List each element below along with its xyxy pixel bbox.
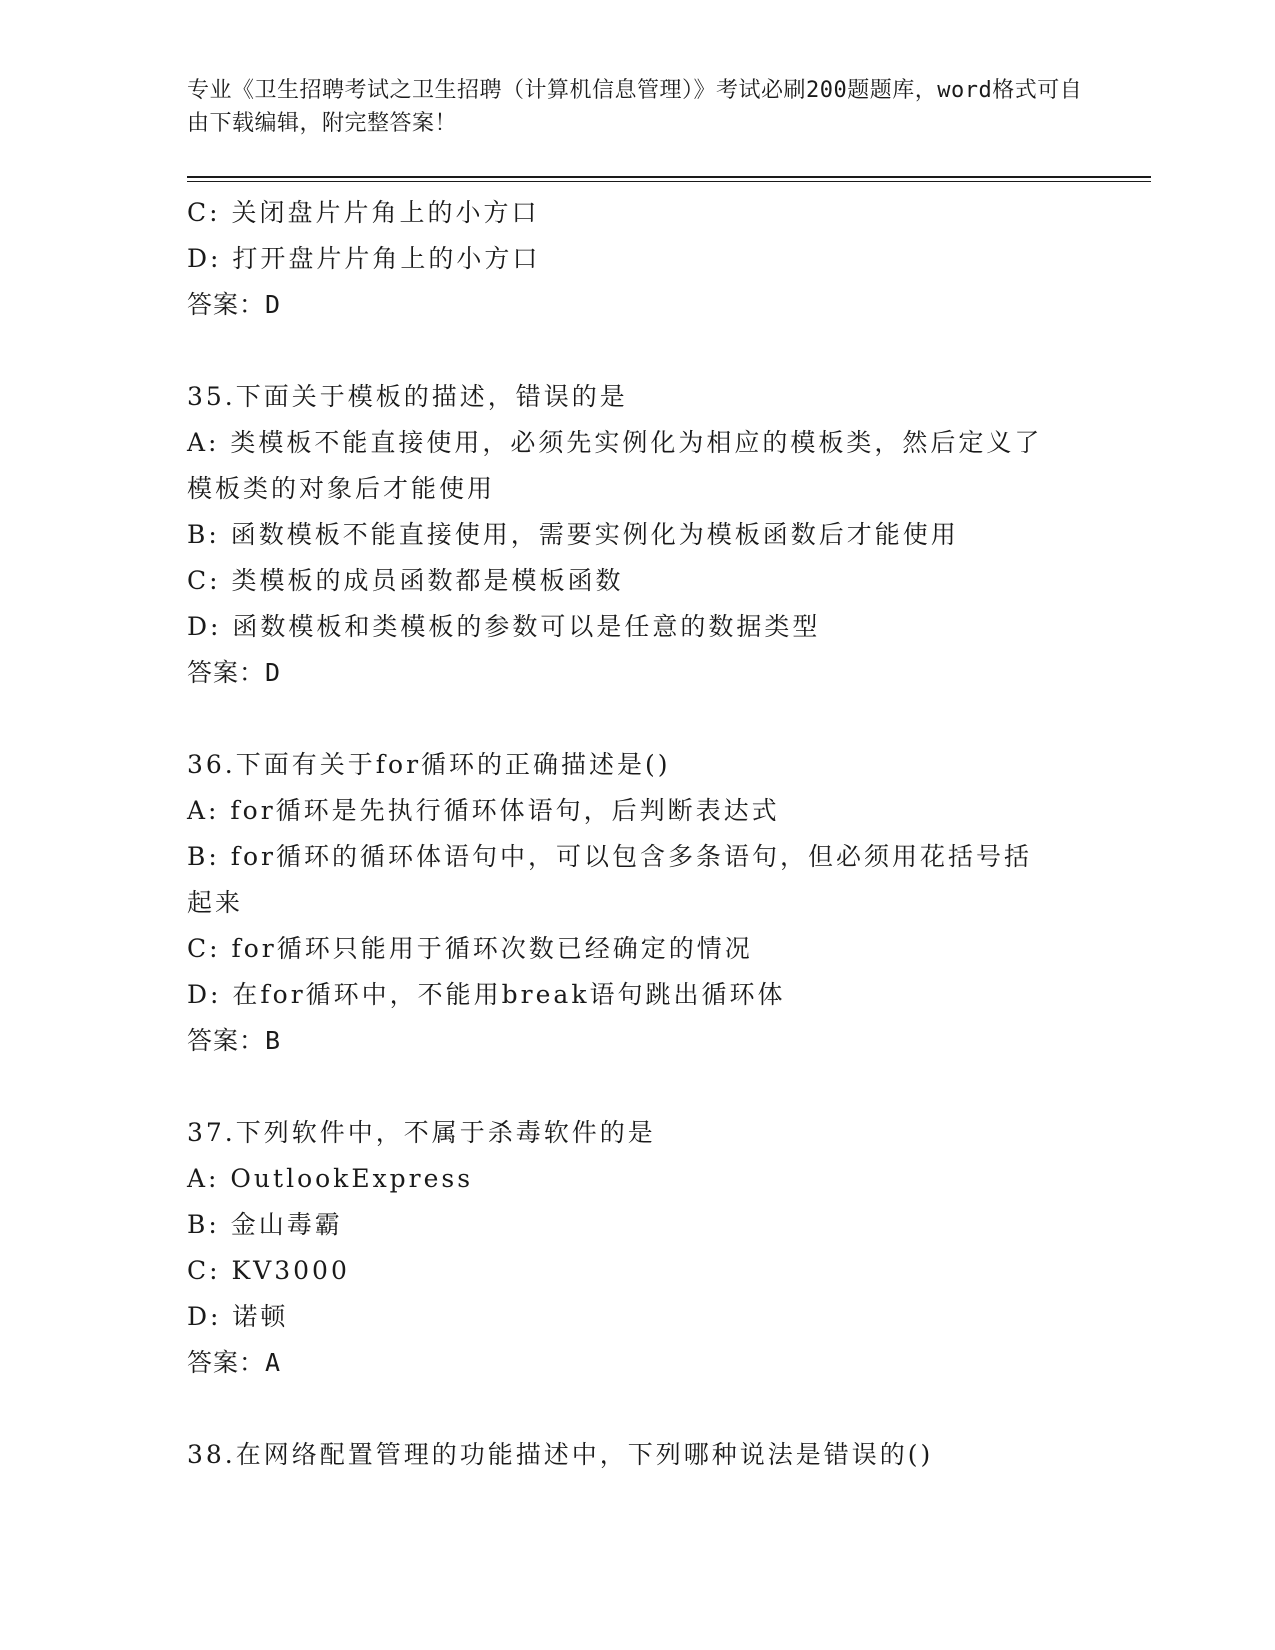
question-block-36: [187, 742, 1087, 1064]
option-c: C: 关闭盘片片角上的小方口: [187, 198, 540, 227]
spacer: [187, 1386, 1087, 1432]
question-text: 37.下列软件中，不属于杀毒软件的是: [187, 1118, 656, 1147]
option-a: A: OutlookExpress: [187, 1164, 474, 1193]
answer: 答案：B: [187, 1026, 282, 1055]
question-block-37: [187, 1110, 1087, 1386]
document-header: 专业《卫生招聘考试之卫生招聘（计算机信息管理）》考试必刷200题题库，word格式可自由下载编辑，附完整答案！: [187, 78, 1083, 136]
option-b: B: 函数模板不能直接使用，需要实例化为模板函数后才能使用: [187, 520, 959, 549]
header-rule-thin: [187, 181, 1151, 182]
question-block-38: [187, 1432, 1087, 1478]
question-text: 36.下面有关于for循环的正确描述是(): [187, 750, 671, 779]
question-text: 38.在网络配置管理的功能描述中，下列哪种说法是错误的(): [187, 1440, 934, 1469]
option-c: C: 类模板的成员函数都是模板函数: [187, 566, 624, 595]
option-a: A: for循环是先执行循环体语句，后判断表达式: [187, 796, 780, 825]
option-b: B: 金山毒霸: [187, 1210, 343, 1239]
header-rule-thick: [187, 176, 1151, 178]
option-c: C: for循环只能用于循环次数已经确定的情况: [187, 934, 753, 963]
answer: 答案：A: [187, 1348, 282, 1377]
spacer: [187, 696, 1087, 742]
option-d: D: 函数模板和类模板的参数可以是任意的数据类型: [187, 612, 821, 641]
question-text: 35.下面关于模板的描述，错误的是: [187, 382, 628, 411]
option-d: D: 打开盘片片角上的小方口: [187, 244, 541, 273]
option-c: C: KV3000: [187, 1256, 350, 1285]
question-block-35: [187, 374, 1087, 696]
option-d: D: 在for循环中，不能用break语句跳出循环体: [187, 980, 786, 1009]
spacer: [187, 328, 1087, 374]
question-block-34: [187, 190, 1087, 328]
option-a: A: 类模板不能直接使用，必须先实例化为相应的模板类，然后定义了模板类的对象后才能使用: [187, 428, 1043, 503]
question-list: [187, 190, 1087, 1478]
answer: 答案：D: [187, 290, 282, 319]
spacer: [187, 1064, 1087, 1110]
answer: 答案：D: [187, 658, 282, 687]
option-d: D: 诺顿: [187, 1302, 289, 1331]
option-b: B: for循环的循环体语句中，可以包含多条语句，但必须用花括号括起来: [187, 842, 1032, 917]
